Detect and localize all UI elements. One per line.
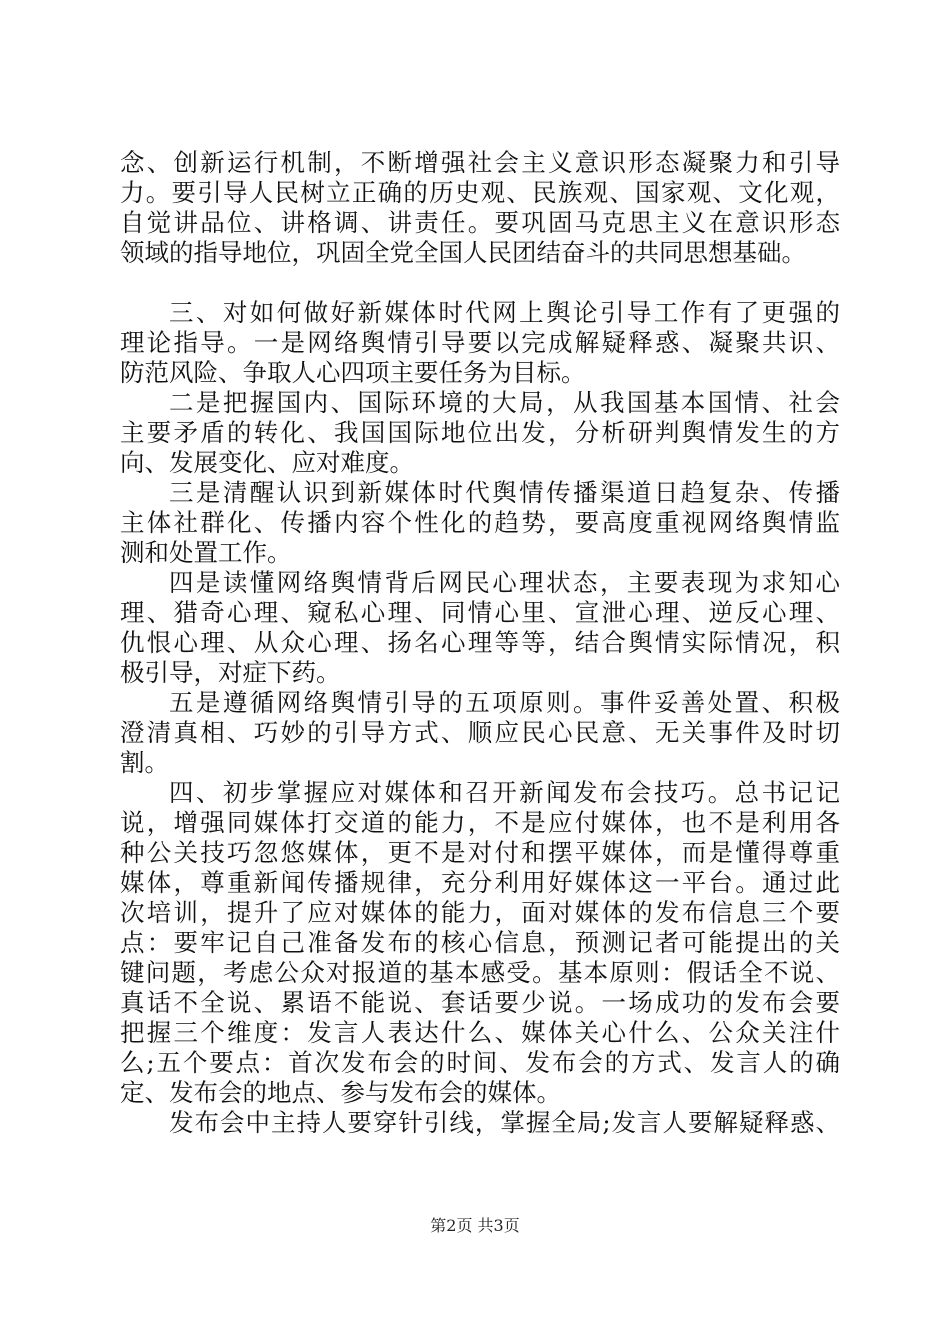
text-line: 次培训，提升了应对媒体的能力，面对媒体的发布信息三个要 (120, 898, 840, 927)
text-line: 主要矛盾的转化、我国国际地位出发，分析研判舆情发生的方 (120, 418, 840, 447)
paragraph-gap (120, 268, 840, 298)
paragraph (120, 478, 840, 568)
text-line: 发布会中主持人要穿针引线，掌握全局;发言人要解疑释惑、 (169, 1108, 840, 1137)
text-line: 点：要牢记自己准备发布的核心信息，预测记者可能提出的关 (120, 928, 840, 957)
text-line: 媒体，尊重新闻传播规律，充分利用好媒体这一平台。通过此 (120, 868, 840, 897)
text-line: 防范风险、争取人心四项主要任务为目标。 (120, 358, 586, 387)
text-line: 念、创新运行机制，不断增强社会主义意识形态凝聚力和引导 (120, 148, 840, 177)
text-line: 把握三个维度：发言人表达什么、媒体关心什么、公众关注什 (120, 1018, 840, 1047)
paragraph (120, 688, 840, 778)
paragraph (120, 148, 840, 268)
text-line: 仇恨心理、从众心理、扬名心理等等，结合舆情实际情况，积 (120, 628, 840, 657)
text-line: 极引导，对症下药。 (120, 658, 341, 687)
text-line: 自觉讲品位、讲格调、讲责任。要巩固马克思主义在意识形态 (120, 208, 840, 237)
text-line: 割。 (120, 748, 169, 777)
text-line: 澄清真相、巧妙的引导方式、顺应民心民意、无关事件及时切 (120, 718, 840, 747)
text-line: 向、发展变化、应对难度。 (120, 448, 414, 477)
text-line: 真话不全说、累语不能说、套话要少说。一场成功的发布会要 (120, 988, 840, 1017)
text-line: 领域的指导地位，巩固全党全国人民团结奋斗的共同思想基础。 (120, 238, 806, 267)
text-line: 四是读懂网络舆情背后网民心理状态，主要表现为求知心 (169, 568, 840, 597)
text-line: 五是遵循网络舆情引导的五项原则。事件妥善处置、积极 (169, 688, 840, 717)
text-line: 二是把握国内、国际环境的大局，从我国基本国情、社会 (169, 388, 840, 417)
paragraph (120, 568, 840, 688)
text-line: 理论指导。一是网络舆情引导要以完成解疑释惑、凝聚共识、 (120, 328, 840, 357)
text-line: 说，增强同媒体打交道的能力，不是应付媒体，也不是利用各 (120, 808, 840, 837)
paragraph (120, 388, 840, 478)
paragraph (120, 1108, 840, 1138)
text-line: 种公关技巧忽悠媒体，更不是对付和摆平媒体，而是懂得尊重 (120, 838, 840, 867)
page-footer: 第2页 共3页 (430, 1216, 520, 1235)
text-line: 三、对如何做好新媒体时代网上舆论引导工作有了更强的 (169, 298, 840, 327)
text-line: 力。要引导人民树立正确的历史观、民族观、国家观、文化观， (120, 178, 840, 207)
text-line: 四、初步掌握应对媒体和召开新闻发布会技巧。总书记记 (169, 778, 840, 807)
paragraph (120, 298, 840, 388)
text-line: 么;五个要点：首次发布会的时间、发布会的方式、发言人的确 (120, 1048, 840, 1077)
text-line: 三是清醒认识到新媒体时代舆情传播渠道日趋复杂、传播 (169, 478, 840, 507)
paragraph (120, 778, 840, 1108)
text-line: 定、发布会的地点、参与发布会的媒体。 (120, 1078, 561, 1107)
text-line: 测和处置工作。 (120, 538, 292, 567)
text-line: 主体社群化、传播内容个性化的趋势，要高度重视网络舆情监 (120, 508, 840, 537)
document-body (120, 148, 840, 1138)
text-line: 理、猎奇心理、窥私心理、同情心里、宣泄心理、逆反心理、 (120, 598, 840, 627)
text-line: 键问题，考虑公众对报道的基本感受。基本原则：假话全不说、 (120, 958, 840, 987)
